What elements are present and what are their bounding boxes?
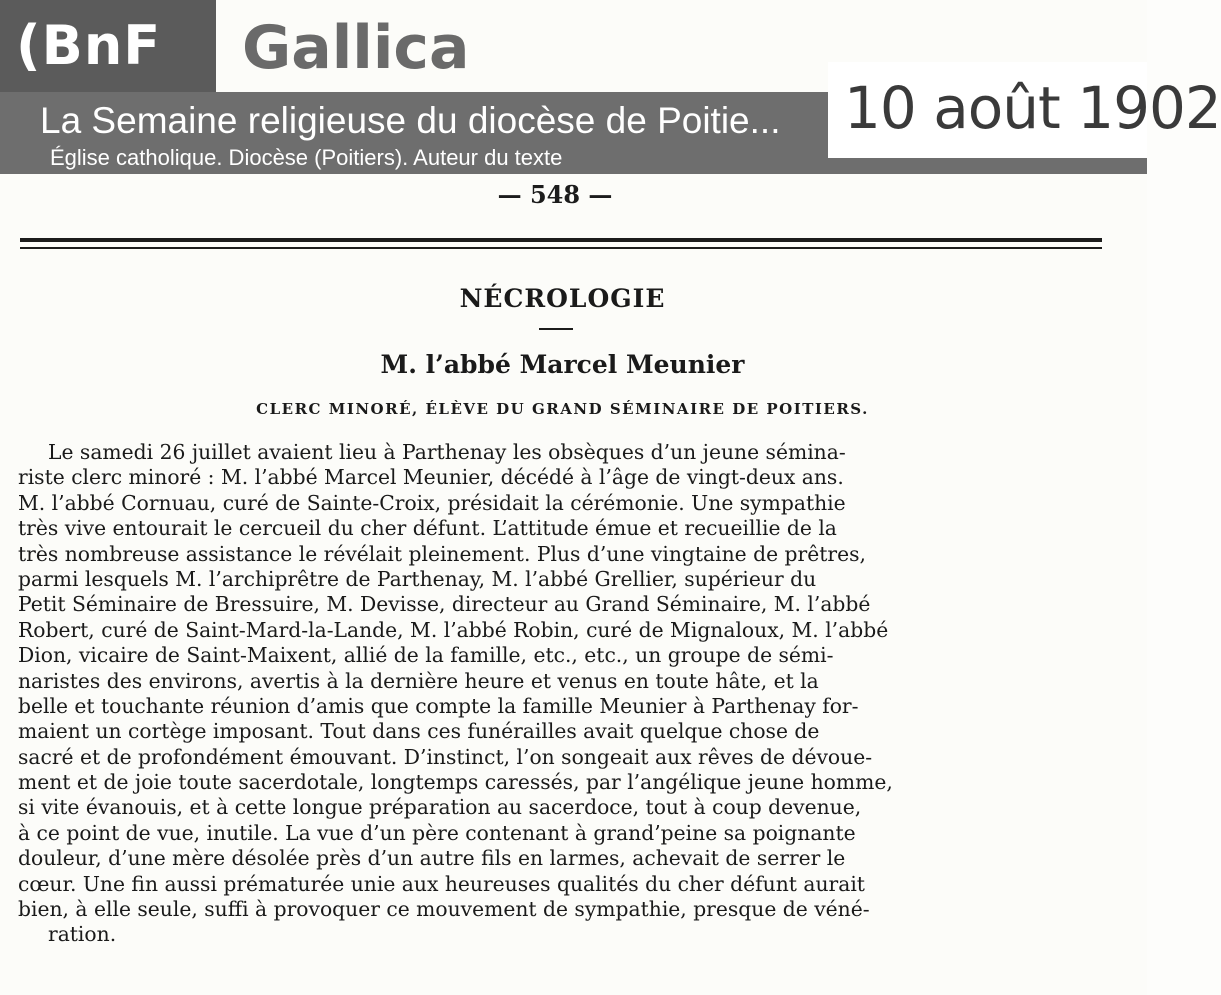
article-line: maient un cortège imposant. Tout dans ces funérailles avait quelque chose de bbox=[18, 719, 820, 744]
article-line: Dion, vicaire de Saint-Maixent, allié de la famille, etc., etc., un groupe de sémi- bbox=[18, 643, 834, 668]
person-name: M. l’abbé Marcel Meunier bbox=[380, 350, 745, 379]
article-line: M. l’abbé Cornuau, curé de Sainte-Croix, présidait la cérémonie. Une sympathie bbox=[18, 490, 846, 515]
article-line: ment et de joie toute sacerdotale, longtemps caressés, par l’angélique jeune homme, bbox=[18, 770, 893, 795]
article-line: sacré et de profondément émouvant. D’instinct, l’on songeait aux rêves de dévoue- bbox=[18, 744, 873, 769]
article-subtitle: CLERC MINORÉ, ÉLÈVE DU GRAND SÉMINAIRE DE POITIERS. bbox=[256, 400, 869, 418]
page-number: — 548 — bbox=[497, 180, 613, 209]
article-line: Robert, curé de Saint-Mard-la-Lande, M. l’abbé Robin, curé de Mignaloux, M. l’abbé bbox=[18, 617, 889, 642]
date-box bbox=[828, 62, 1221, 158]
article-line: douleur, d’une mère désolée près d’un autre fils en larmes, achevait de serrer le bbox=[18, 846, 846, 871]
article-body bbox=[18, 440, 1123, 948]
article-line: ration. bbox=[48, 922, 117, 947]
double-rule-top bbox=[20, 238, 1102, 242]
article-line: cœur. Une fin aussi prématurée unie aux heureuses qualités du cher défunt aurait bbox=[18, 871, 865, 896]
article-line: belle et touchante réunion d’amis que compte la famille Meunier à Parthenay for- bbox=[18, 693, 859, 718]
article-line: naristes des environs, avertis à la dernière heure et venus en toute hâte, et la bbox=[18, 668, 819, 693]
article-line: si vite évanouis, et à cette longue préparation au sacerdoce, tout à coup devenue, bbox=[18, 795, 862, 820]
document-author[interactable]: Église catholique. Diocèse (Poitiers). Auteur du texte bbox=[50, 145, 563, 170]
article-line: très vive entourait le cercueil du cher défunt. L’attitude émue et recueillie de la bbox=[18, 516, 837, 541]
bnf-logo[interactable]: (BnF bbox=[0, 0, 216, 92]
article-line: à ce point de vue, inutile. La vue d’un père contenant à grand’peine sa poignante bbox=[18, 820, 856, 845]
document-title-bar bbox=[0, 92, 828, 174]
double-rule-bottom bbox=[20, 247, 1102, 249]
article-line: parmi lesquels M. l’archiprêtre de Parthenay, M. l’abbé Grellier, supérieur du bbox=[18, 566, 817, 591]
document-title[interactable]: La Semaine religieuse du diocèse de Poitie... bbox=[40, 100, 781, 141]
article-line: riste clerc minoré : M. l’abbé Marcel Meunier, décédé à l’âge de vingt-deux ans. bbox=[18, 465, 844, 490]
article-line: Petit Séminaire de Bressuire, M. Devisse, directeur au Grand Séminaire, M. l’abbé bbox=[18, 592, 871, 617]
article-line: très nombreuse assistance le révélait pleinement. Plus d’une vingtaine de prêtres, bbox=[18, 541, 866, 566]
document-date: 10 août 1902 bbox=[844, 74, 1221, 142]
gallica-logo[interactable]: Gallica bbox=[242, 13, 470, 83]
title-divider bbox=[539, 328, 573, 330]
article-line: bien, à elle seule, suffi à provoquer ce mouvement de sympathie, presque de véné- bbox=[18, 897, 870, 922]
article-line: Le samedi 26 juillet avaient lieu à Parthenay les obsèques d’un jeune sémina- bbox=[48, 440, 846, 464]
section-title: NÉCROLOGIE bbox=[459, 284, 666, 313]
